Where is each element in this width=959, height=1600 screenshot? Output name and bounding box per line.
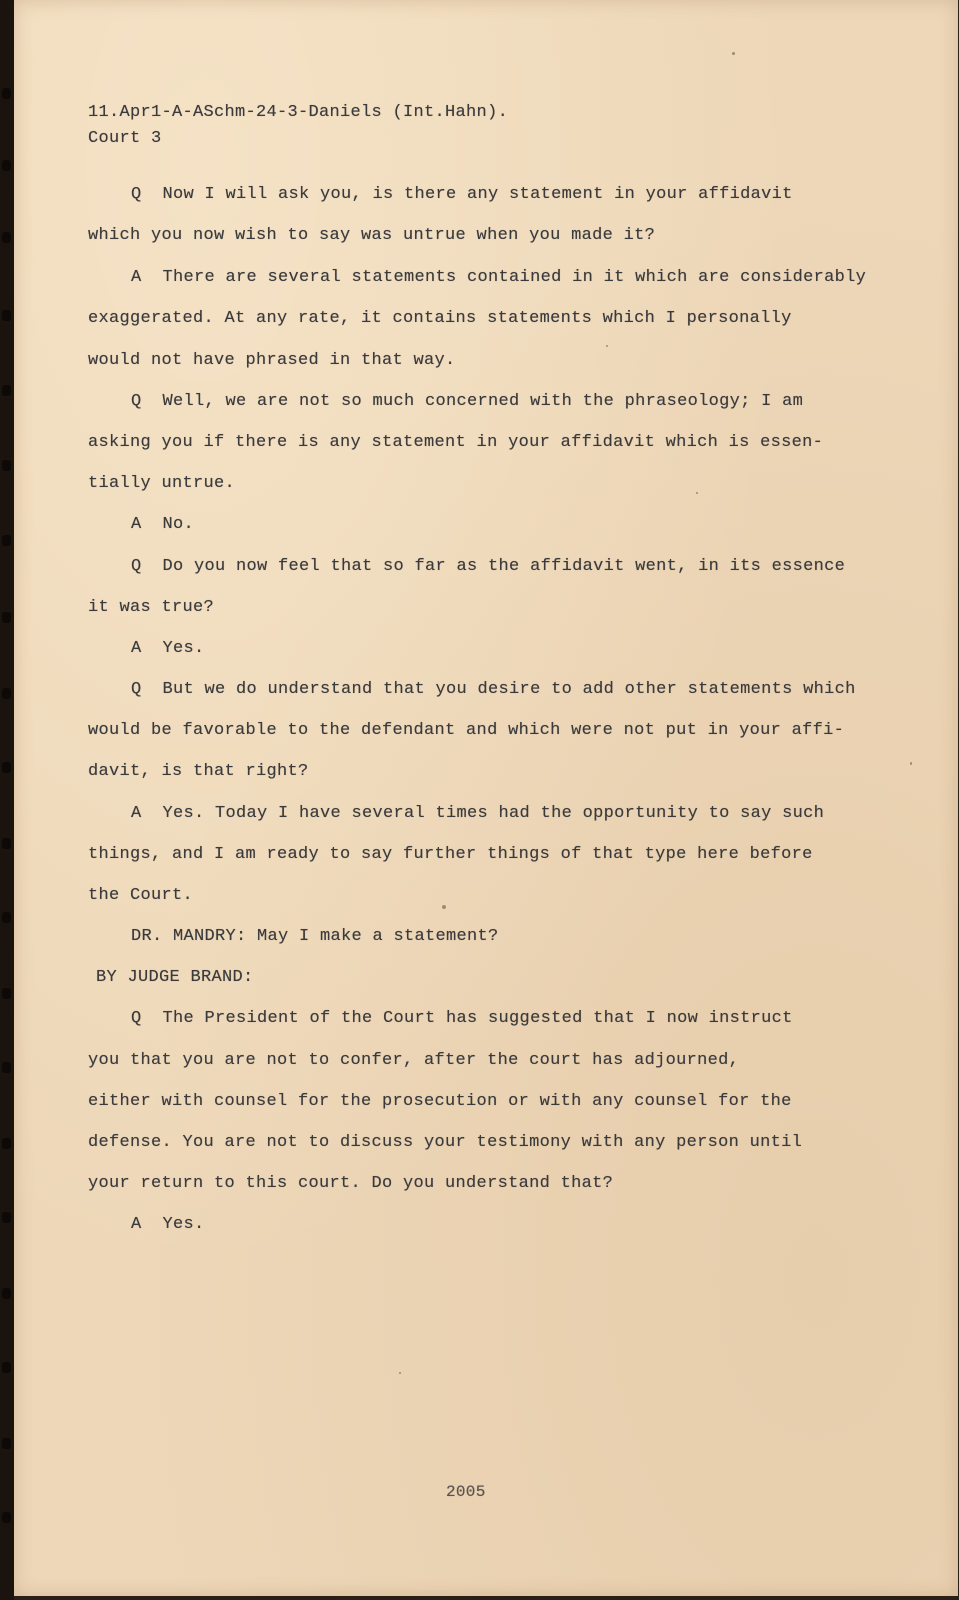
punch-hole (2, 688, 11, 699)
punch-hole (2, 1512, 11, 1523)
document-header-court: Court 3 (88, 129, 162, 148)
transcript-line: asking you if there is any statement in your affidavit which is essen- (88, 433, 824, 452)
transcript-line: either with counsel for the prosecution or with any counsel for the (88, 1092, 792, 1111)
paper-speck (399, 1372, 401, 1374)
transcript-line: defense. You are not to discuss your testimony with any person until (88, 1133, 803, 1152)
punch-hole (2, 385, 11, 396)
punch-hole (2, 988, 11, 999)
punch-hole (2, 460, 11, 471)
paper-speck (606, 345, 608, 347)
transcript-line: exaggerated. At any rate, it contains statements which I personally (88, 309, 792, 328)
transcript-line: would not have phrased in that way. (88, 351, 456, 370)
transcript-line: Q But we do understand that you desire to add other statements which (131, 680, 856, 699)
punch-hole (2, 1288, 11, 1299)
transcript-line: Q Well, we are not so much concerned with the phraseology; I am (131, 392, 804, 411)
transcript-line: Q Do you now feel that so far as the affidavit went, in its essence (131, 557, 846, 576)
punch-hole (2, 1362, 11, 1373)
transcript-line: DR. MANDRY: May I make a statement? (131, 927, 499, 946)
transcript-line: Q The President of the Court has suggested that I now instruct (131, 1009, 793, 1028)
punch-hole (2, 1212, 11, 1223)
punch-hole (2, 762, 11, 773)
transcript-line: A Yes. (131, 639, 205, 658)
transcript-line: the Court. (88, 886, 194, 905)
transcript-line: A No. (131, 515, 195, 534)
scan-left-border (0, 0, 14, 1600)
transcript-line: BY JUDGE BRAND: (96, 968, 254, 987)
punch-hole (2, 310, 11, 321)
transcript-line: A There are several statements contained in it which are considerably (131, 268, 867, 287)
punch-hole (2, 535, 11, 546)
punch-hole (2, 912, 11, 923)
transcript-line: things, and I am ready to say further things of that type here before (88, 845, 813, 864)
transcript-line: A Yes. (131, 1215, 205, 1234)
document-header-reference: 11.Apr1-A-ASchm-24-3-Daniels (Int.Hahn). (88, 103, 509, 122)
punch-hole (2, 1138, 11, 1149)
transcript-line: which you now wish to say was untrue when you made it? (88, 226, 656, 245)
transcript-line: tially untrue. (88, 474, 236, 493)
transcript-line: would be favorable to the defendant and which were not put in your affi- (88, 721, 845, 740)
transcript-line: it was true? (88, 598, 215, 617)
punch-hole (2, 1438, 11, 1449)
paper-speck (442, 905, 446, 909)
page-number: 2005 (446, 1483, 486, 1501)
punch-hole (2, 232, 11, 243)
punch-hole (2, 88, 11, 99)
transcript-line: A Yes. Today I have several times had the opportunity to say such (131, 804, 825, 823)
paper-speck (910, 762, 912, 765)
transcript-line: your return to this court. Do you understand that? (88, 1174, 614, 1193)
punch-hole (2, 1062, 11, 1073)
transcript-line: Q Now I will ask you, is there any statement in your affidavit (131, 185, 793, 204)
transcript-line: davit, is that right? (88, 762, 309, 781)
paper-speck (732, 52, 735, 55)
punch-hole (2, 612, 11, 623)
transcript-line: you that you are not to confer, after the court has adjourned, (88, 1051, 740, 1070)
punch-hole (2, 838, 11, 849)
punch-hole (2, 160, 11, 171)
paper-speck (696, 492, 698, 494)
